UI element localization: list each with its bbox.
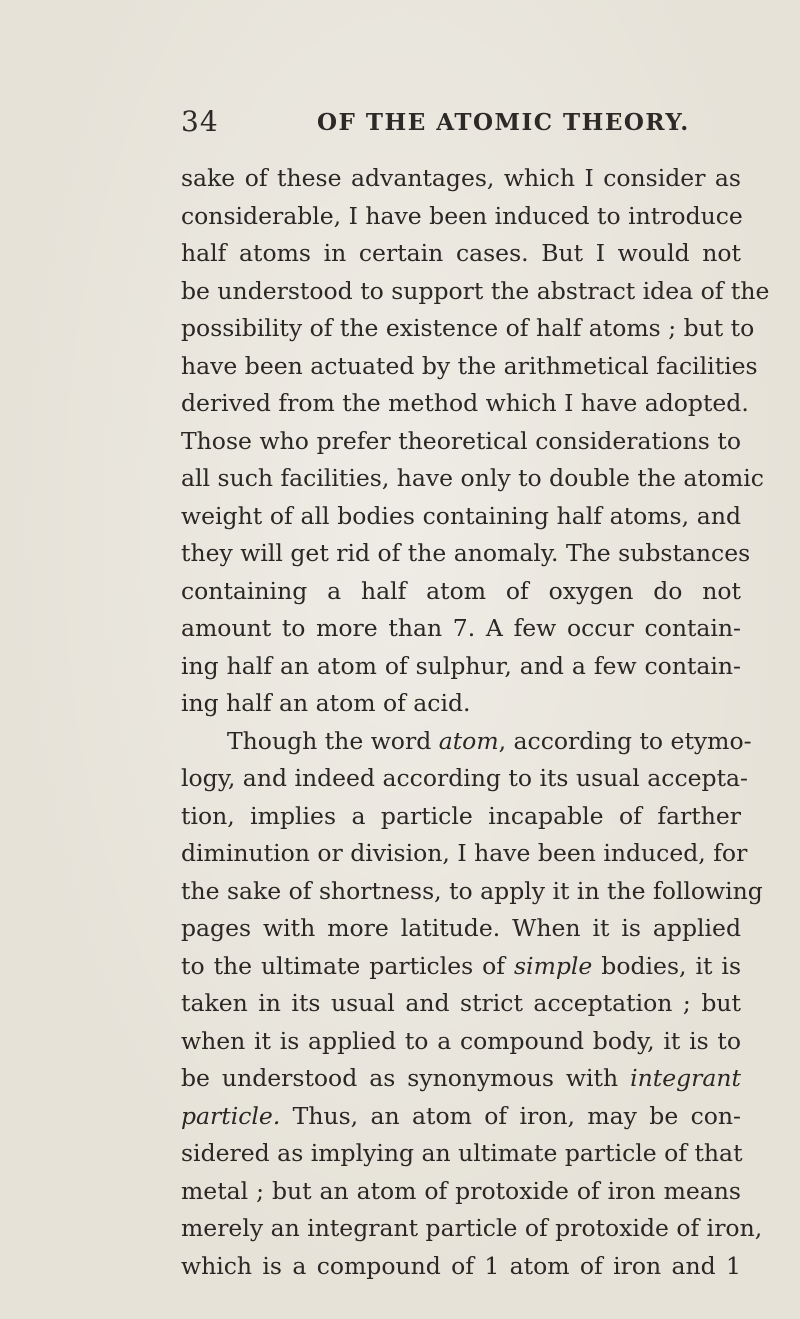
italic-term: integrant — [630, 1064, 741, 1092]
text-line: merely an integrant particle of protoxide of iron, — [181, 1214, 763, 1242]
text-line: which is a compound of 1 atom of iron and 1 — [181, 1251, 741, 1280]
text-fragment: bodies, it is — [592, 951, 742, 980]
text-line: all such facilities, have only to double the atomic — [181, 464, 764, 492]
text-fragment: be understood as synonymous with — [181, 1064, 631, 1092]
body-text — [181, 160, 770, 1285]
text-line: have been actuated by the arithmetical facilities — [181, 351, 758, 380]
italic-term: simple — [514, 951, 593, 980]
text-line: they will get rid of the anomaly. The substances — [181, 539, 751, 567]
text-line: logy, and indeed according to its usual accepta- — [181, 764, 748, 792]
italic-term: atom — [438, 726, 499, 755]
text-line: taken in its usual and strict acceptation ; but — [181, 989, 741, 1017]
text-line: sidered as implying an ultimate particle of that — [181, 1139, 743, 1167]
text-line: half atoms in certain cases. But I would not — [181, 239, 741, 267]
page-number: 34 — [181, 105, 219, 138]
text-line: possibility of the existence of half atoms ; but to — [181, 314, 755, 342]
text-line: derived from the method which I have adopted. — [181, 389, 749, 417]
text-line — [181, 723, 752, 761]
text-line: containing a half atom of oxygen do not — [181, 576, 741, 605]
running-title: OF THE ATOMIC THEORY. — [317, 109, 690, 136]
italic-term: particle. — [181, 1101, 281, 1130]
text-line: Those who prefer theoretical considerations to — [181, 426, 741, 455]
text-line: the sake of shortness, to apply it in the following — [181, 876, 763, 905]
text-line: ing half an atom of sulphur, and a few contain- — [181, 651, 741, 680]
text-line: amount to more than 7. A few occur contain- — [181, 614, 741, 642]
text-line: when it is applied to a compound body, it is to — [181, 1026, 741, 1055]
text-line — [181, 948, 741, 986]
text-line: considerable, I have been induced to introduce — [181, 201, 743, 230]
text-fragment: , according to etymo- — [498, 726, 752, 755]
page-header — [181, 105, 741, 145]
text-line: tion, implies a particle incapable of farther — [181, 801, 741, 830]
text-fragment: to the ultimate particles of — [181, 951, 514, 980]
text-line: metal ; but an atom of protoxide of iron means — [181, 1176, 741, 1205]
text-line: sake of these advantages, which I consider as — [181, 164, 741, 192]
text-line: be understood to support the abstract idea of the — [181, 276, 770, 305]
text-line — [181, 1060, 741, 1098]
text-line: ing half an atom of acid. — [181, 689, 471, 717]
text-line: weight of all bodies containing half atoms, and — [181, 501, 741, 530]
text-line: pages with more latitude. When it is applied — [181, 914, 741, 942]
text-fragment: Though the word — [227, 726, 439, 755]
text-fragment: Thus, an atom of iron, may be con- — [280, 1101, 741, 1130]
text-line: diminution or division, I have been induced, for — [181, 839, 748, 867]
text-line — [181, 1098, 741, 1136]
